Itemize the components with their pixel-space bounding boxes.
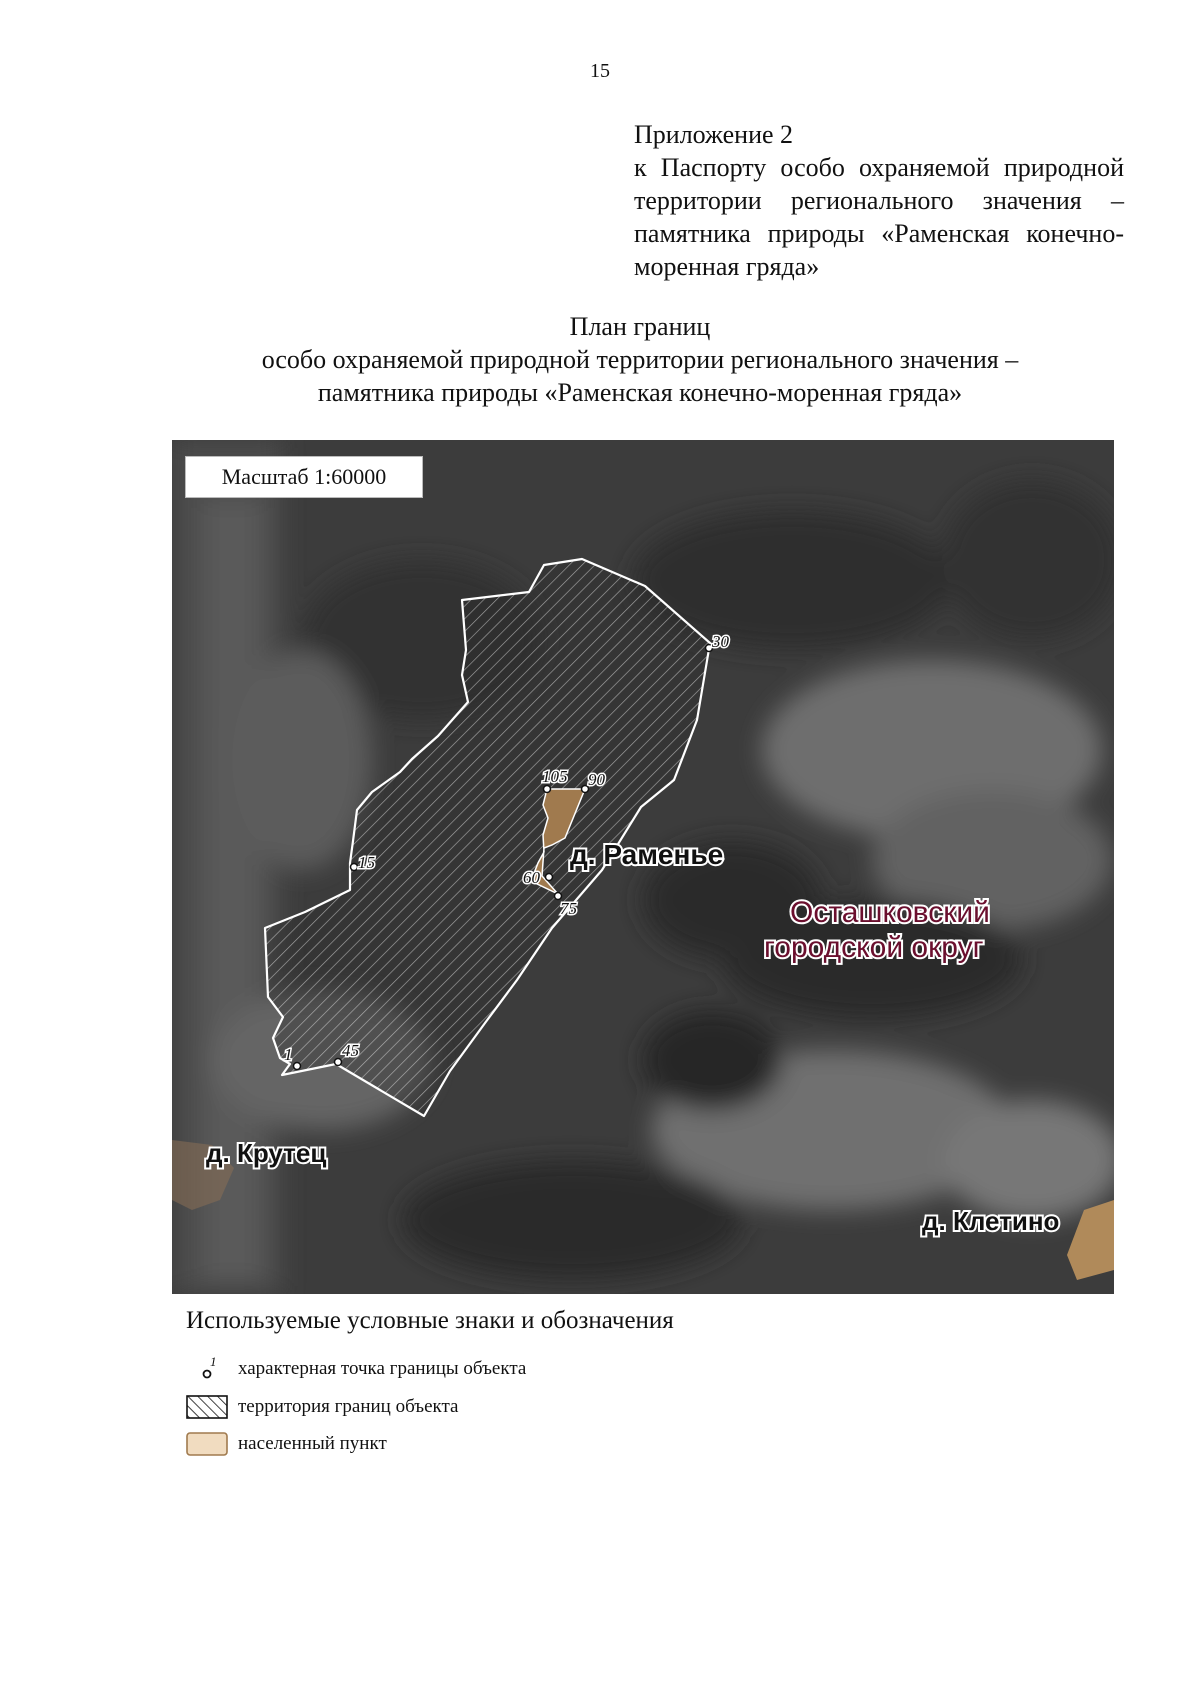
- plan-title: [0, 310, 1200, 409]
- legend-point-number: 1: [210, 1356, 217, 1369]
- point-label-75: 75: [560, 899, 577, 918]
- label-district-line-1: Осташковский: [790, 896, 990, 929]
- label-district-line-2: городской округ: [764, 931, 984, 964]
- map: [172, 440, 1114, 1294]
- scale-label: Масштаб 1:60000: [185, 456, 423, 498]
- boundary-point-symbol-icon: [186, 1357, 228, 1381]
- point-label-45: 45: [342, 1041, 359, 1060]
- boundary-point-45: [335, 1059, 342, 1066]
- plan-title-line-1: План границ: [569, 312, 711, 341]
- plan-title-line-2: особо охраняемой природной территории регионального значения –: [261, 345, 1019, 374]
- legend-point-label: характерная точка границы объекта: [238, 1358, 527, 1379]
- legend-item-settlement: [186, 1430, 387, 1458]
- legend-item-territory: [186, 1393, 459, 1421]
- appendix-title: Приложение 2: [634, 120, 794, 149]
- label-krutets: д. Крутец: [206, 1138, 327, 1168]
- settlement-swatch-icon: [186, 1432, 228, 1456]
- point-label-1: 1: [284, 1045, 293, 1064]
- point-label-60: 60: [523, 868, 540, 887]
- legend-settlement-label: населенный пункт: [238, 1433, 387, 1454]
- page-number: 15: [590, 60, 610, 82]
- label-kletino: д. Клетино: [922, 1206, 1060, 1236]
- appendix-block: [634, 118, 1124, 283]
- point-label-15: 15: [358, 853, 375, 872]
- boundary-point-105: [544, 786, 551, 793]
- map-svg: [172, 440, 1114, 1294]
- boundary-point-1: [294, 1063, 301, 1070]
- point-label-105: 105: [542, 767, 568, 786]
- legend-item-point: [186, 1355, 526, 1383]
- point-label-30: 30: [712, 632, 729, 651]
- legend-territory-label: территория границ объекта: [238, 1396, 459, 1417]
- boundary-point-15: [351, 864, 358, 871]
- point-label-90: 90: [588, 770, 605, 789]
- boundary-point-60: [546, 874, 553, 881]
- hatched-territory-symbol-icon: [186, 1395, 228, 1419]
- appendix-body: к Паспорту особо охраняемой природной территории регионального значения – памятника природы «Раменская конечно-моренная гряда»: [634, 153, 1124, 281]
- plan-title-line-3: памятника природы «Раменская конечно-моренная гряда»: [317, 378, 963, 407]
- legend-title: Используемые условные знаки и обозначения: [186, 1307, 674, 1334]
- label-ramenye: д. Раменье: [570, 839, 724, 870]
